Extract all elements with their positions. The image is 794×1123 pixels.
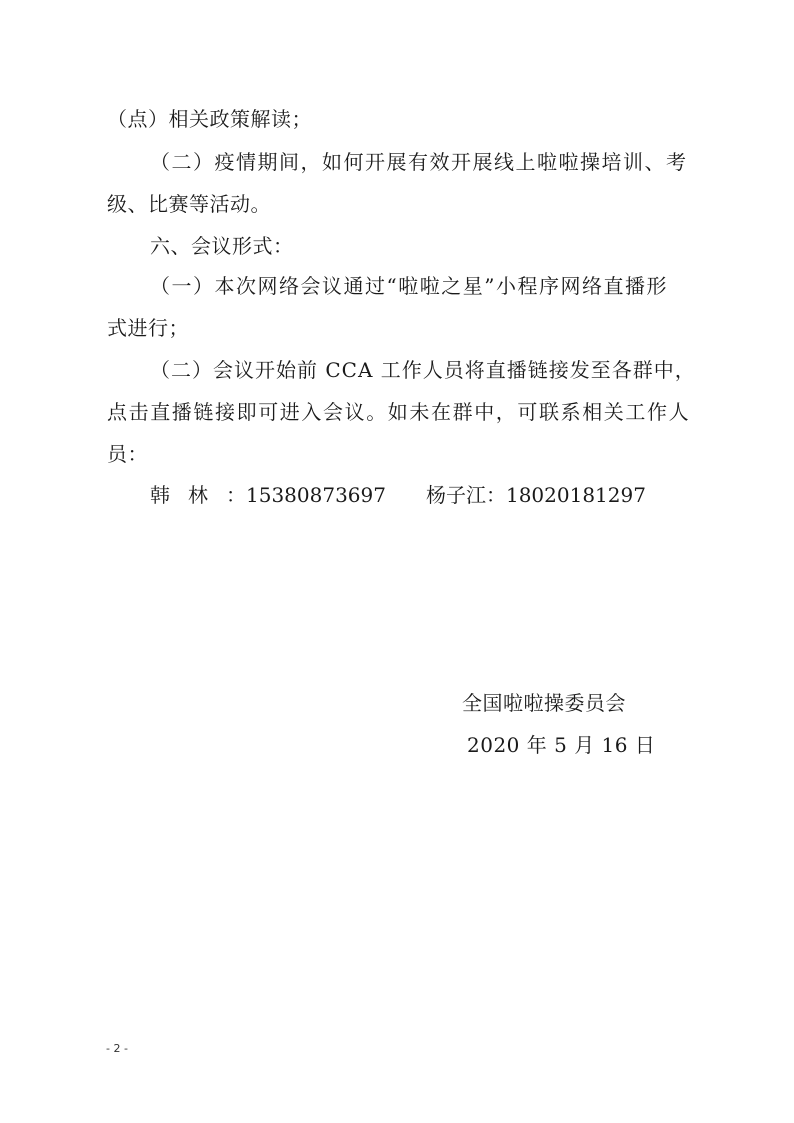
paragraph-line: （一）本次网络会议通过“啦啦之星”小程序网络直播形 — [150, 274, 668, 298]
section-heading: 六、会议形式： — [150, 234, 294, 258]
contact-separator: ： — [485, 483, 506, 507]
contact-phone: 15380873697 — [246, 483, 386, 507]
contact-name: 杨子江 — [425, 483, 486, 507]
page-number: - 2 - — [106, 1042, 128, 1055]
contact-separator: ： — [226, 483, 246, 507]
contact-name: 韩林 — [150, 483, 226, 507]
paragraph-line: 式进行； — [107, 316, 189, 340]
paragraph-line: （二）会议开始前 CCA 工作人员将直播链接发至各群中， — [150, 358, 696, 382]
paragraph-line: 点击直播链接即可进入会议。如未在群中，可联系相关工作人 — [107, 400, 691, 424]
contact-phone: 18020181297 — [505, 483, 646, 507]
contact-info — [150, 481, 646, 509]
paragraph-line: 员： — [107, 442, 148, 466]
paragraph-line: （二）疫情期间，如何开展有效开展线上啦啦操培训、考 — [150, 150, 688, 174]
signature-organization: 全国啦啦操委员会 — [462, 691, 626, 715]
paragraph-line: 级、比赛等活动。 — [107, 192, 271, 216]
signature-date: 2020 年 5 月 16 日 — [467, 733, 656, 757]
paragraph-line: （点）相关政策解读； — [107, 107, 312, 131]
